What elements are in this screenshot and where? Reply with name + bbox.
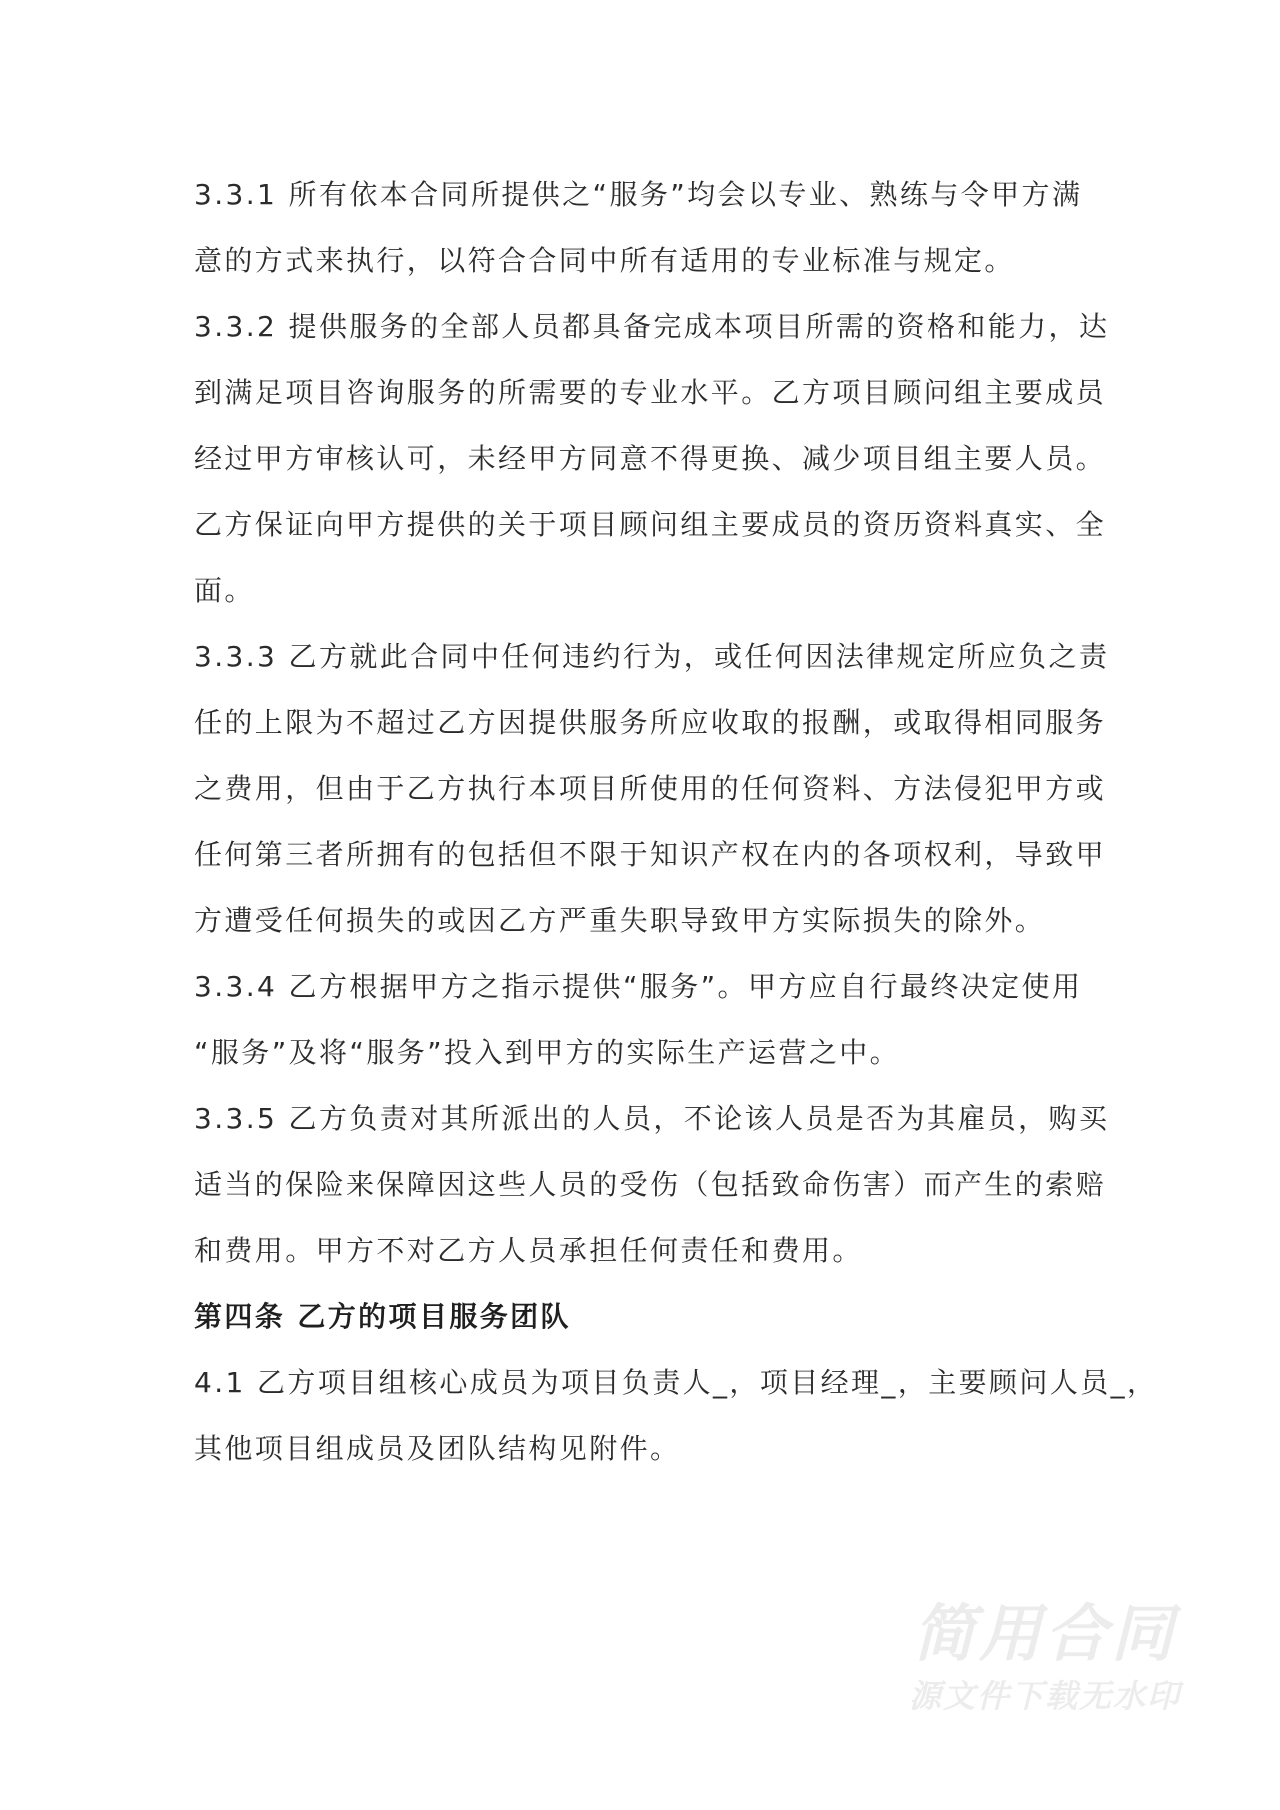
clause-3-3-2-line-5: 面。 — [194, 574, 255, 607]
clause-3-3-2-line-2: 到满足项目咨询服务的所需要的专业水平。乙方项目顾问组主要成员 — [194, 376, 1107, 409]
clause-3-3-5-line-3: 和费用。甲方不对乙方人员承担任何责任和费用。 — [194, 1234, 863, 1267]
clause-3-3-2-line-1: 3.3.2 提供服务的全部人员都具备完成本项目所需的资格和能力，达 — [194, 310, 1110, 343]
watermark — [880, 1595, 1210, 1719]
article-4-heading: 第四条 乙方的项目服务团队 — [194, 1300, 571, 1333]
clause-3-3-2-line-3: 经过甲方审核认可，未经甲方同意不得更换、减少项目组主要人员。 — [194, 442, 1107, 475]
clause-3-3-5-line-2: 适当的保险来保障因这些人员的受伤（包括致命伤害）而产生的索赔 — [194, 1168, 1107, 1201]
watermark-subtitle: 源文件下载无水印 — [908, 1677, 1181, 1715]
document-body — [194, 162, 1158, 1482]
clause-4-1-line-1: 4.1 乙方项目组核心成员为项目负责人_，项目经理_，主要顾问人员_， — [194, 1366, 1158, 1399]
clause-3-3-2-line-4: 乙方保证向甲方提供的关于项目顾问组主要成员的资历资料真实、全 — [194, 508, 1107, 541]
clause-3-3-3-line-2: 任的上限为不超过乙方因提供服务所应收取的报酬，或取得相同服务 — [194, 706, 1107, 739]
clause-3-3-3-line-4: 任何第三者所拥有的包括但不限于知识产权在内的各项权利，导致甲 — [194, 838, 1107, 871]
clause-3-3-3-line-1: 3.3.3 乙方就此合同中任何违约行为，或任何因法律规定所应负之责 — [194, 640, 1110, 673]
clause-3-3-4-line-1: 3.3.4 乙方根据甲方之指示提供“服务”。甲方应自行最终决定使用 — [194, 970, 1083, 1003]
watermark-title: 简用合同 — [912, 1597, 1177, 1670]
clause-3-3-3-line-5: 方遭受任何损失的或因乙方严重失职导致甲方实际损失的除外。 — [194, 904, 1046, 937]
clause-3-3-5-line-1: 3.3.5 乙方负责对其所派出的人员，不论该人员是否为其雇员，购买 — [194, 1102, 1110, 1135]
clause-4-1-line-2: 其他项目组成员及团队结构见附件。 — [194, 1432, 681, 1465]
clause-3-3-1-line-2: 意的方式来执行，以符合合同中所有适用的专业标准与规定。 — [194, 244, 1015, 277]
clause-3-3-4-line-2: “服务”及将“服务”投入到甲方的实际生产运营之中。 — [194, 1036, 901, 1069]
clause-3-3-3-line-3: 之费用，但由于乙方执行本项目所使用的任何资料、方法侵犯甲方或 — [194, 772, 1107, 805]
clause-3-3-1-line-1: 3.3.1 所有依本合同所提供之“服务”均会以专业、熟练与令甲方满 — [194, 178, 1083, 211]
